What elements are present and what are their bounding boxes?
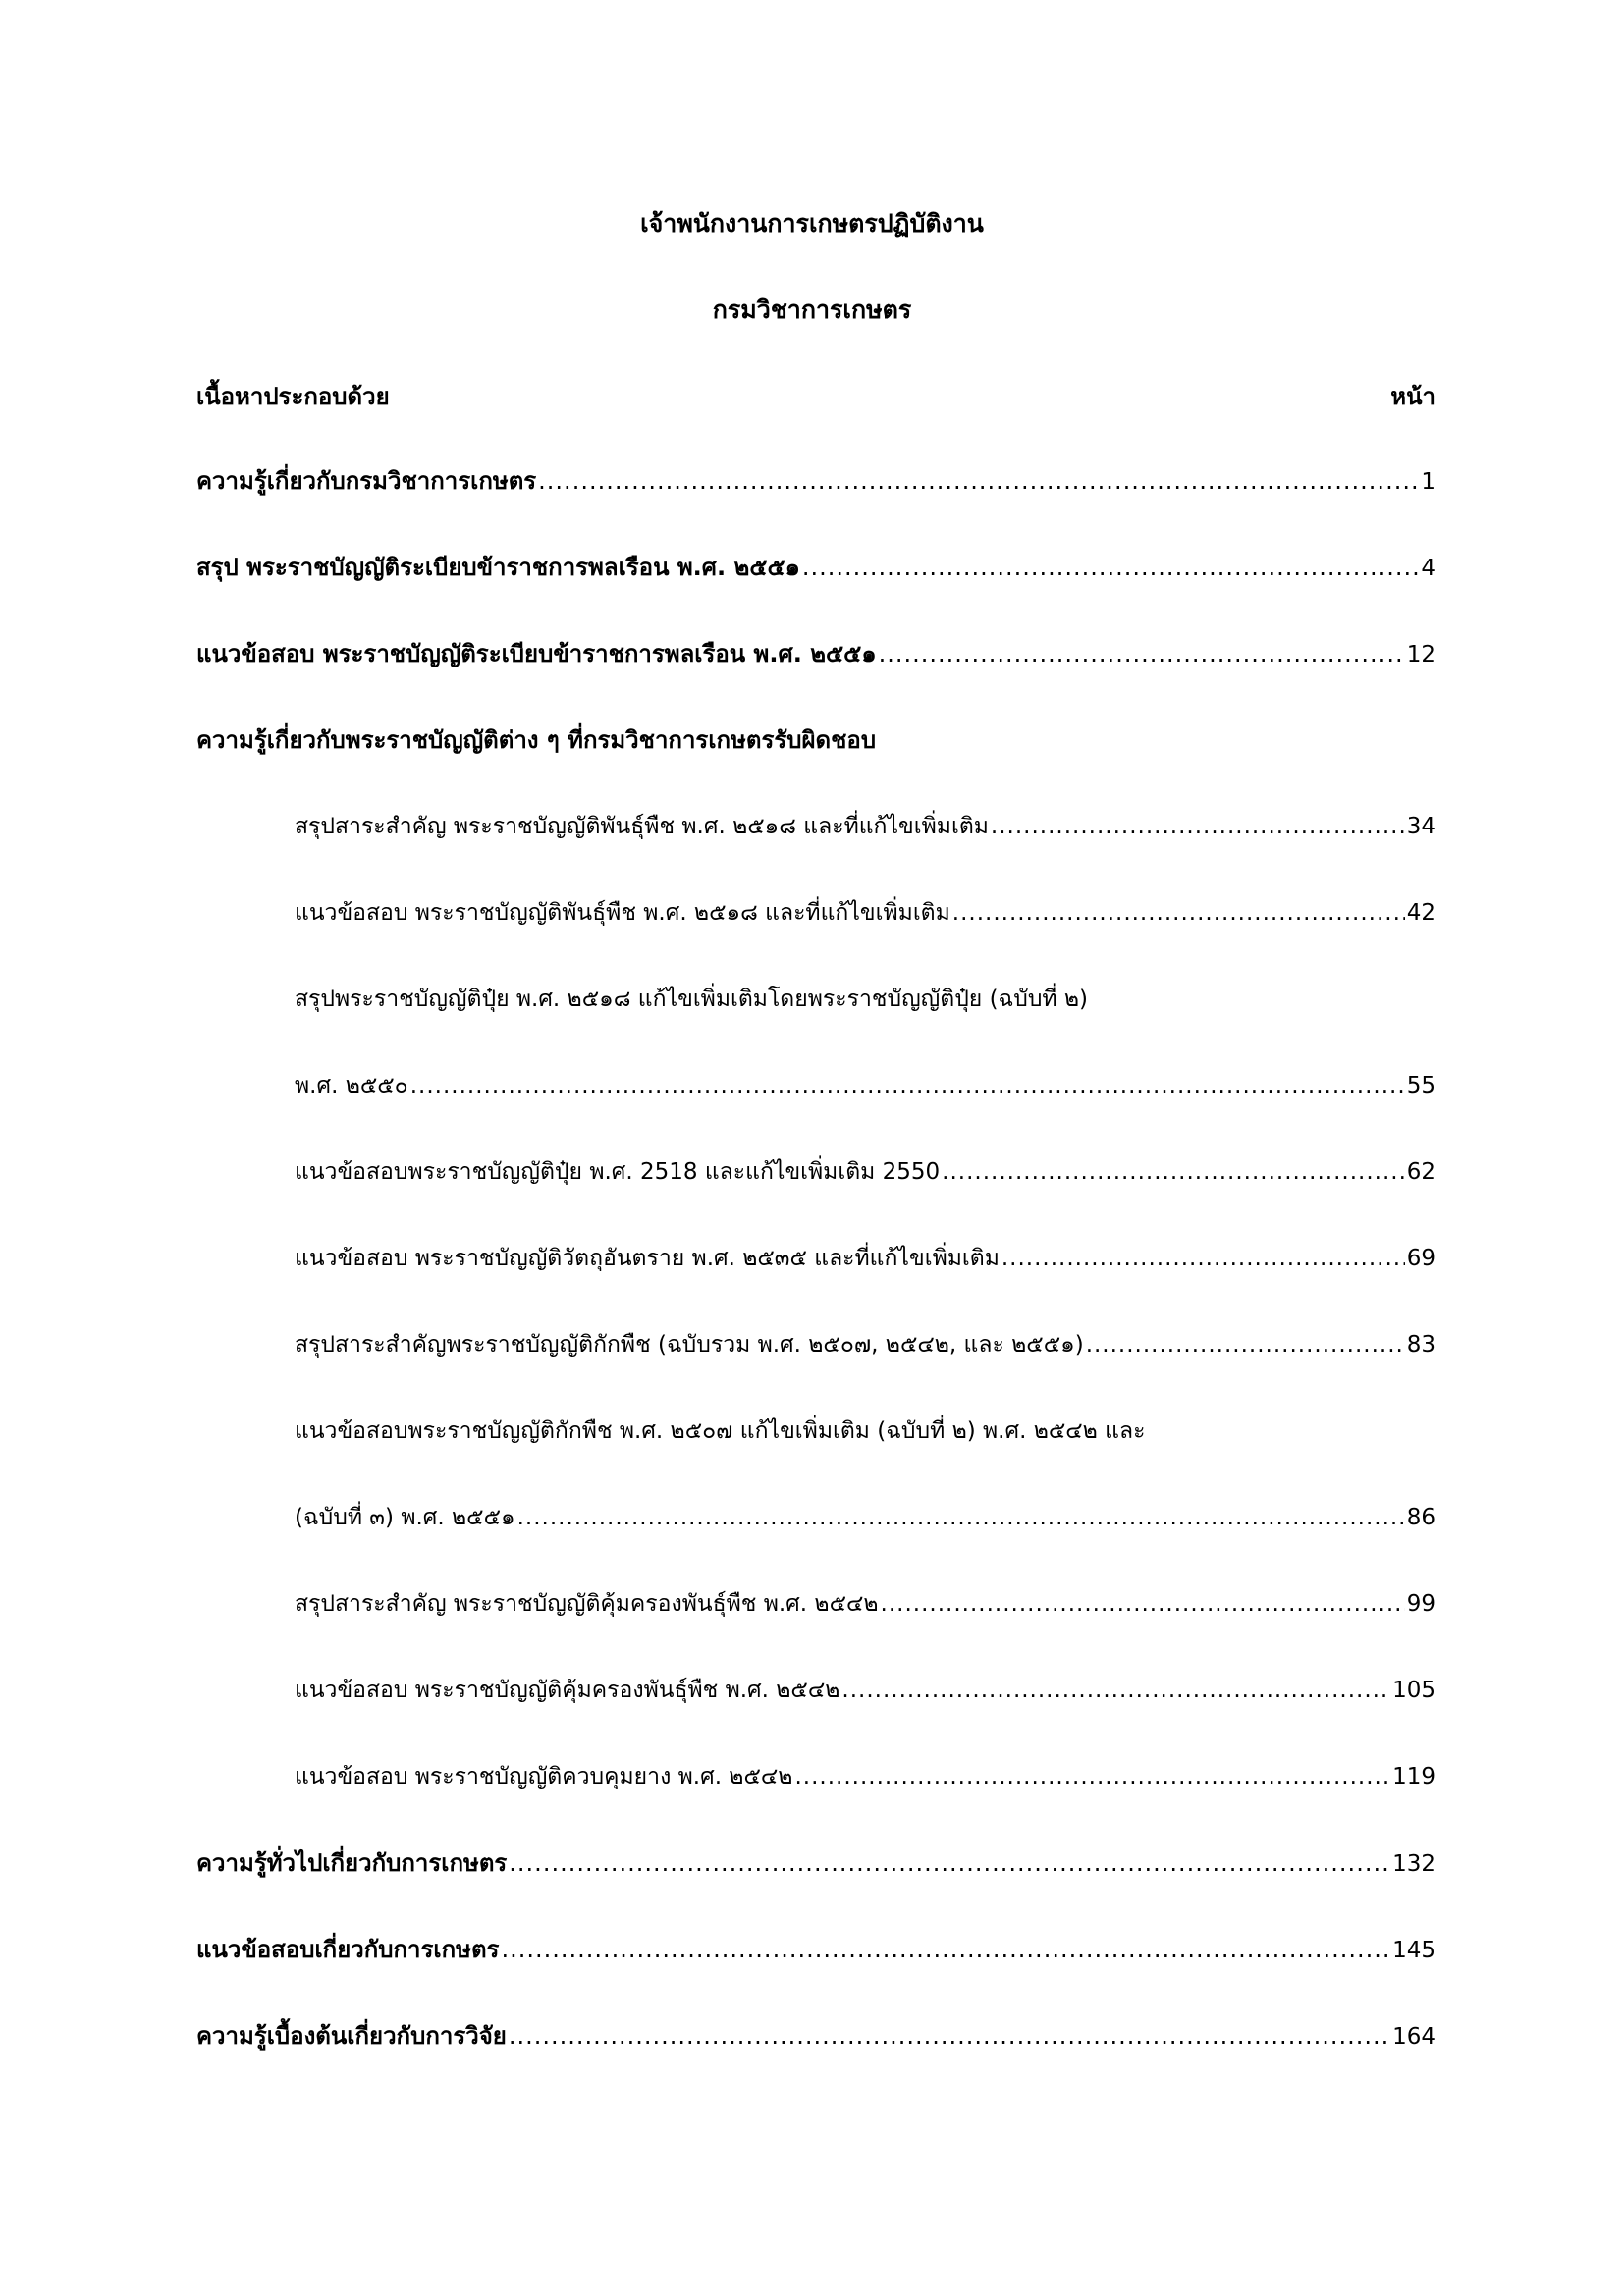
toc-entry-title: ความรู้เบื้องต้นเกี่ยวกับการวิจัย xyxy=(196,2022,507,2050)
toc-entry[interactable] xyxy=(196,550,1435,586)
toc-entry-page: 34 xyxy=(1406,814,1435,839)
toc-entry-page: 12 xyxy=(1406,642,1435,667)
toc-entry-page: 69 xyxy=(1406,1246,1435,1271)
toc-entry-title: ความรู้เกี่ยวกับพระราชบัญญัติต่าง ๆ ที่กรมวิชาการเกษตรรับผิดชอบ xyxy=(196,726,877,754)
toc-page-label: หน้า xyxy=(1390,383,1435,410)
toc-entry[interactable] xyxy=(196,1845,1435,1882)
toc-subentry[interactable] xyxy=(295,1241,1435,1276)
toc-entry-page: 42 xyxy=(1406,900,1435,926)
toc-entry-title: พ.ศ. ๒๕๕๐ xyxy=(295,1073,408,1098)
toc-entry-title: สรุปพระราชบัญญัติปุ๋ย พ.ศ. ๒๕๑๘ แก้ไขเพิ่มเติมโดยพระราชบัญญัติปุ๋ย (ฉบับที่ ๒) xyxy=(295,987,1089,1012)
toc-entry-page: 99 xyxy=(1406,1591,1435,1617)
dot-leader xyxy=(1086,1327,1405,1362)
toc-entry-page: 164 xyxy=(1392,2024,1435,2050)
toc-contents-label: เนื้อหาประกอบด้วย xyxy=(196,383,390,410)
dot-leader xyxy=(410,1068,1405,1103)
toc-entry[interactable] xyxy=(196,463,1435,500)
toc-subentry[interactable] xyxy=(295,1154,1435,1190)
dot-leader xyxy=(538,463,1419,499)
dot-leader xyxy=(501,1932,1390,1967)
toc-entry[interactable] xyxy=(196,2018,1435,2055)
dot-leader xyxy=(841,1673,1390,1708)
dot-leader xyxy=(991,809,1405,844)
dot-leader xyxy=(952,895,1405,931)
dot-leader xyxy=(879,636,1405,671)
toc-entry-page: 55 xyxy=(1406,1073,1435,1098)
dot-leader xyxy=(1001,1241,1405,1276)
toc-header xyxy=(196,379,1435,414)
toc-entry-title: แนวข้อสอบ พระราชบัญญัติพันธุ์พืช พ.ศ. ๒๕๑๘ และที่แก้ไขเพิ่มเติม xyxy=(295,900,950,926)
dot-leader xyxy=(517,1500,1405,1535)
toc-entry-page: 83 xyxy=(1406,1332,1435,1358)
dot-leader xyxy=(881,1586,1405,1622)
toc-entry-page: 105 xyxy=(1392,1678,1435,1703)
toc-entry-title: แนวข้อสอบ พระราชบัญญัติควบคุมยาง พ.ศ. ๒๕๔๒ xyxy=(295,1764,793,1789)
toc-entry-page: 86 xyxy=(1406,1505,1435,1530)
toc-subentry[interactable] xyxy=(295,982,1088,1017)
toc-entry-title: สรุปสาระสำคัญ พระราชบัญญัติคุ้มครองพันธุ์พืช พ.ศ. ๒๕๔๒ xyxy=(295,1591,879,1617)
toc-entry-title: สรุปสาระสำคัญพระราชบัญญัติกักพืช (ฉบับรวม พ.ศ. ๒๕๐๗, ๒๕๔๒, และ ๒๕๕๑) xyxy=(295,1332,1084,1358)
toc-entry-title: แนวข้อสอบเกี่ยวกับการเกษตร xyxy=(196,1936,500,1963)
toc-entry-page: 4 xyxy=(1421,556,1435,581)
toc-entry-title: ความรู้ทั่วไปเกี่ยวกับการเกษตร xyxy=(196,1849,508,1877)
toc-entry-title: แนวข้อสอบ พระราชบัญญัติวัตถุอันตราย พ.ศ. ๒๕๓๕ และที่แก้ไขเพิ่มเติม xyxy=(295,1246,1000,1271)
toc-entry-title: แนวข้อสอบพระราชบัญญัติกักพืช พ.ศ. ๒๕๐๗ แก้ไขเพิ่มเติม (ฉบับที่ ๒) พ.ศ. ๒๕๔๒ และ xyxy=(295,1418,1146,1444)
dot-leader xyxy=(942,1154,1405,1190)
toc-entry[interactable] xyxy=(196,1932,1435,1968)
dot-leader xyxy=(794,1759,1390,1794)
toc-subentry[interactable] xyxy=(295,1673,1435,1708)
dot-leader xyxy=(509,2018,1390,2054)
toc-subentry-continuation[interactable] xyxy=(295,1500,1435,1535)
toc-subentry-continuation[interactable] xyxy=(295,1068,1435,1103)
toc-entry-page: 62 xyxy=(1406,1159,1435,1185)
toc-entry-title: แนวข้อสอบ พระราชบัญญัติคุ้มครองพันธุ์พืช พ.ศ. ๒๕๔๒ xyxy=(295,1678,840,1703)
toc-entry-page: 132 xyxy=(1392,1851,1435,1877)
toc-entry[interactable] xyxy=(196,636,1435,672)
toc-subentry[interactable] xyxy=(295,809,1435,844)
toc-entry-title: สรุป พระราชบัญญัติระเบียบข้าราชการพลเรือน พ.ศ. ๒๕๕๑ xyxy=(196,554,800,581)
toc-entry-title: ความรู้เกี่ยวกับกรมวิชาการเกษตร xyxy=(196,467,537,495)
toc-subentry[interactable] xyxy=(295,1586,1435,1622)
toc-entry-page: 1 xyxy=(1421,469,1435,495)
toc-entry-page: 145 xyxy=(1392,1938,1435,1963)
toc-entry-title: แนวข้อสอบพระราชบัญญัติปุ๋ย พ.ศ. 2518 และแก้ไขเพิ่มเติม 2550 xyxy=(295,1159,941,1185)
toc-subentry[interactable] xyxy=(295,1414,1145,1449)
toc-subentry[interactable] xyxy=(295,1327,1435,1362)
toc-entry-title: (ฉบับที่ ๓) พ.ศ. ๒๕๕๑ xyxy=(295,1505,515,1530)
document-title: เจ้าพนักงานการเกษตรปฏิบัติงาน xyxy=(640,209,984,238)
toc-entry-page: 119 xyxy=(1392,1764,1435,1789)
dot-leader xyxy=(509,1845,1390,1881)
toc-subentry[interactable] xyxy=(295,895,1435,931)
department-name: กรมวิชาการเกษตร xyxy=(712,295,912,324)
toc-section-heading[interactable] xyxy=(196,722,876,758)
toc-subentry[interactable] xyxy=(295,1759,1435,1794)
toc-entry-title: แนวข้อสอบ พระราชบัญญัติระเบียบข้าราชการพลเรือน พ.ศ. ๒๕๕๑ xyxy=(196,640,877,667)
dot-leader xyxy=(802,550,1419,585)
toc-entry-title: สรุปสาระสำคัญ พระราชบัญญัติพันธุ์พืช พ.ศ. ๒๕๑๘ และที่แก้ไขเพิ่มเติม xyxy=(295,814,989,839)
